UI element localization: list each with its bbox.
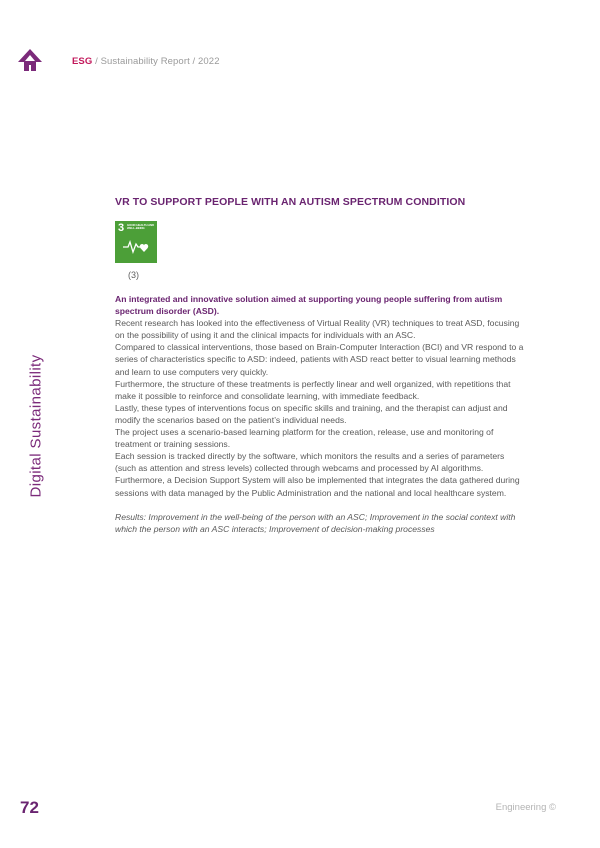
article-body [115, 293, 525, 535]
header-brand: ESG [72, 56, 93, 67]
body-paragraph: Lastly, these types of interventions focus on specific skills and training, and the therapist can adjust and modify the scenarios based on the patient’s individual needs. [115, 402, 508, 425]
sdg-badge [115, 221, 157, 263]
body-paragraph: Furthermore, a Decision Support System will also be implemented that integrates the data gathered during sessions with data managed by the Public Administration and the national and local healthcare system. [115, 475, 520, 498]
sdg-label: GOOD HEALTH AND WELL-BEING [127, 223, 155, 231]
sdg-number: 3 [118, 222, 125, 234]
lead-paragraph: An integrated and innovative solution aimed at supporting young people suffering from autism spectrum disorder (ASD). [115, 294, 503, 317]
body-paragraph: Each session is tracked directly by the software, which monitors the results and a series of parameters (such as attention and stress levels) collected through webcams and processed by AI algorithms. [115, 451, 505, 474]
body-paragraph: Furthermore, the structure of these treatments is perfectly linear and well organized, with repetitions that make it possible to reinforce and consolidate learning, with immediate feedback. [115, 378, 511, 401]
body-paragraph: Recent research has looked into the effectiveness of Virtual Reality (VR) techniques to treat ASD, focusing on the possibility of using it and the clinical impacts for individuals with an ASC. [115, 318, 520, 341]
results-paragraph: Results: Improvement in the well-being of the person with an ASC; Improvement in the social context with which the person with an ASC interacts; Improvement of decision-making processes [115, 511, 516, 534]
report-header [72, 56, 220, 67]
header-title: / Sustainability Report / 2022 [92, 56, 220, 67]
body-paragraph: Compared to classical interventions, those based on Brain-Computer Interaction (BCI) and VR respond to a series of characteristics specific to ASD: indeed, patients with ASD react better to visual learning methods and learn to use computers very quickly. [115, 342, 524, 377]
heartbeat-icon [123, 238, 150, 254]
sdg-caption: (3) [128, 270, 139, 280]
footer-brand: Engineering © [495, 802, 556, 813]
page-number: 72 [20, 798, 39, 817]
company-logo-icon [18, 49, 42, 71]
body-paragraph: The project uses a scenario-based learning platform for the creation, release, use and monitoring of treatment or training sessions. [115, 427, 494, 450]
side-section-title: Digital Sustainability [27, 354, 45, 498]
section-title: VR TO SUPPORT PEOPLE WITH AN AUTISM SPECTRUM CONDITION [115, 196, 466, 208]
